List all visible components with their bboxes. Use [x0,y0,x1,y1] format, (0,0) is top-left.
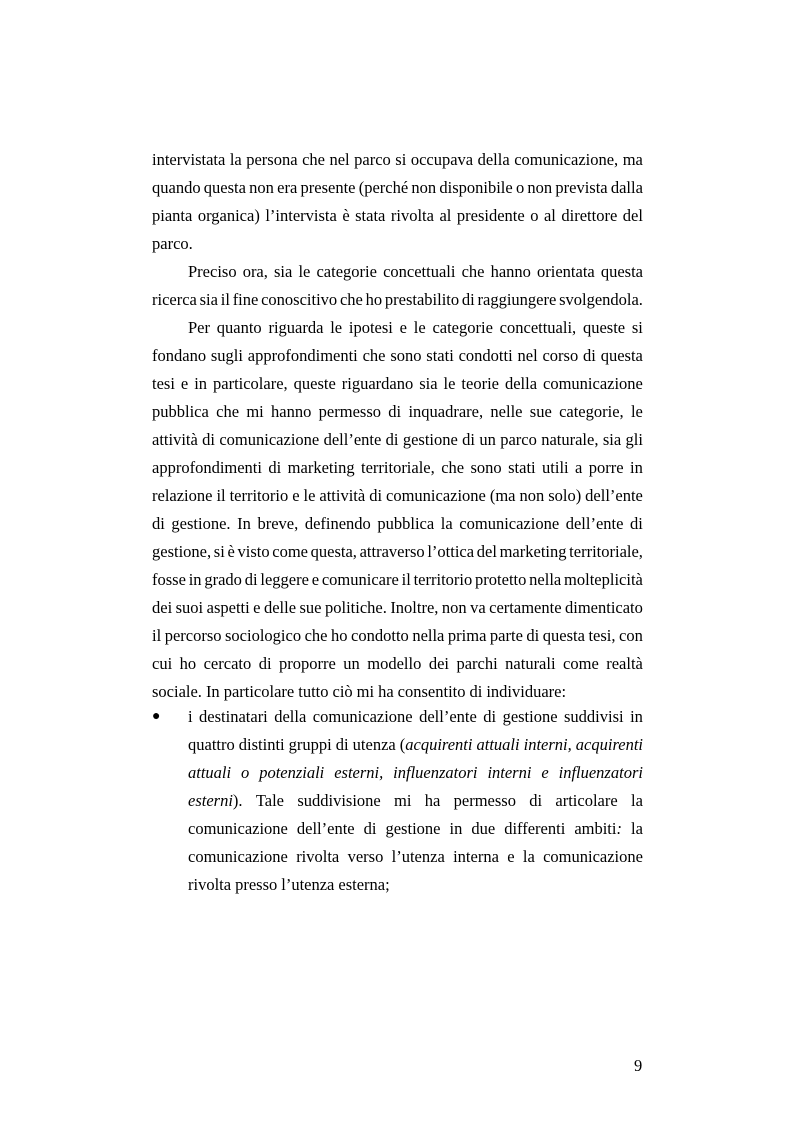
text-line: gestione, si è visto come questa, attraverso l’ottica del marketing territoriale, [152,542,643,561]
text-line: attività di comunicazione dell’ente di gestione di un parco naturale, sia gli [152,430,643,449]
bullet-line: attuali o potenziali esterni, influenzatori interni e influenzatori [188,763,643,782]
text-line: parco. [152,234,193,253]
text-line: ricerca sia il fine conoscitivo che ho prestabilito di raggiungere svolgendola. [152,290,643,309]
text-line: fondano sugli approfondimenti che sono stati condotti nel corso di questa [152,346,643,365]
bullet-line: comunicazione rivolta verso l’utenza interna e la comunicazione [188,847,643,866]
text-line: tesi e in particolare, queste riguardano sia le teorie della comunicazione [152,374,643,393]
text-line: Preciso ora, sia le categorie concettuali che hanno orientata questa [188,262,643,281]
text-line: sociale. In particolare tutto ciò mi ha consentito di individuare: [152,682,567,701]
bullet-line: quattro distinti gruppi di utenza (acquirenti attuali interni, acquirenti [188,735,643,754]
text-line: relazione il territorio e le attività di comunicazione (ma non solo) dell’ente [152,486,643,505]
page-number: 9 [634,1056,643,1075]
text-line: pianta organica) l’intervista è stata rivolta al presidente o al direttore del [152,206,643,225]
bullet-line: esterni). Tale suddivisione mi ha permesso di articolare la [188,791,643,810]
bullet-line: i destinatari della comunicazione dell’ente di gestione suddivisi in [188,707,643,726]
bullet-line: comunicazione dell’ente di gestione in due differenti ambiti: la [188,819,643,838]
bullet-line: rivolta presso l’utenza esterna; [188,875,390,894]
text-line: cui ho cercato di proporre un modello dei parchi naturali come realtà [152,654,643,673]
bullet-icon: ● [152,709,161,724]
text-line: di gestione. In breve, definendo pubblica la comunicazione dell’ente di [152,514,643,533]
text-line: quando questa non era presente (perché non disponibile o non prevista dalla [152,178,643,197]
text-line: pubblica che mi hanno permesso di inquadrare, nelle sue categorie, le [152,402,643,421]
text-line: Per quanto riguarda le ipotesi e le categorie concettuali, queste si [188,318,643,337]
text-line: fosse in grado di leggere e comunicare il territorio protetto nella molteplicità [152,570,643,589]
text-line: dei suoi aspetti e delle sue politiche. Inoltre, non va certamente dimenticato [152,598,643,617]
text-line: intervistata la persona che nel parco si occupava della comunicazione, ma [152,150,643,169]
text-line: approfondimenti di marketing territoriale, che sono stati utili a porre in [152,458,643,477]
text-line: il percorso sociologico che ho condotto nella prima parte di questa tesi, con [152,626,643,645]
